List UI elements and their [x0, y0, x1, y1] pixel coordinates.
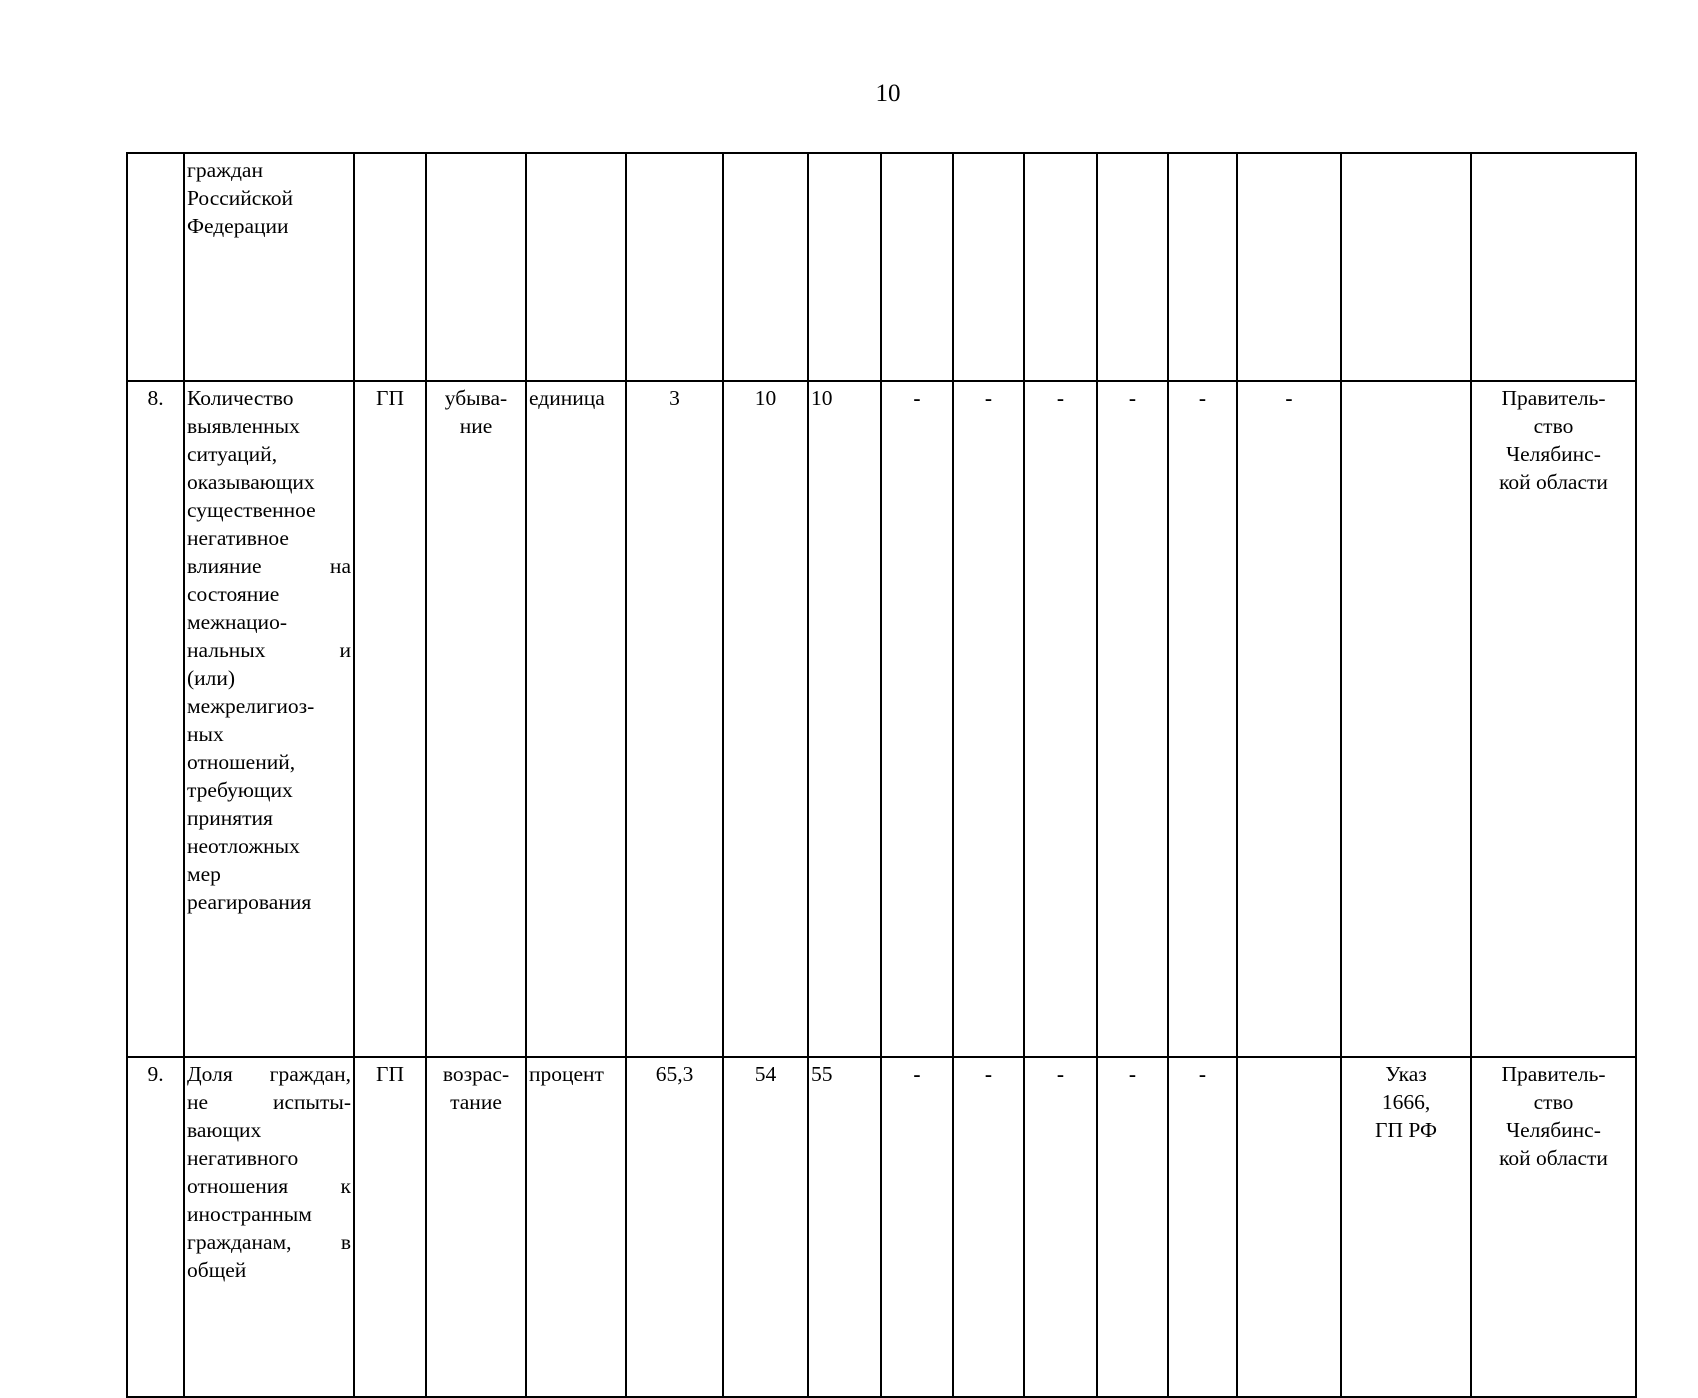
indicator-name-line: принятия	[187, 806, 273, 830]
indicator-name-line: граждан	[187, 158, 263, 182]
cell-level	[354, 153, 426, 381]
year-value: -	[1128, 386, 1137, 410]
cell-source	[1341, 1057, 1471, 1397]
value-1: 10	[754, 386, 777, 410]
indicators-table	[126, 152, 1637, 1398]
cell-unit	[526, 381, 626, 1057]
cell-year-value	[881, 381, 953, 1057]
cell-indicator-name	[184, 153, 354, 381]
indicator-name-line: негативного	[187, 1146, 299, 1170]
indicator-name-line: (или)	[187, 666, 236, 690]
cell-source	[1341, 381, 1471, 1057]
indicator-name-line: отношения к	[187, 1174, 351, 1198]
indicator-name-line: влияние на	[187, 554, 351, 578]
source-line: Указ	[1385, 1062, 1427, 1086]
cell-base-value	[626, 1057, 723, 1397]
indicator-name-line: Федерации	[187, 214, 289, 238]
cell-responsible	[1471, 1057, 1636, 1397]
table-row	[127, 153, 1636, 381]
cell-year-value	[1237, 1057, 1341, 1397]
responsible-line: Челябинс-	[1506, 1118, 1601, 1142]
cell-source	[1341, 153, 1471, 381]
indicator-name-line: мер	[187, 862, 221, 886]
year-value: -	[1198, 1062, 1207, 1086]
cell-year-value	[1097, 1057, 1168, 1397]
value-2: 10	[811, 386, 833, 410]
cell-responsible	[1471, 153, 1636, 381]
cell-indicator-name	[184, 1057, 354, 1397]
cell-year-value	[953, 1057, 1024, 1397]
indicator-name-line: оказывающих	[187, 470, 315, 494]
cell-trend	[426, 381, 526, 1057]
unit-of-measure: процент	[529, 1062, 604, 1086]
value-2: 55	[811, 1062, 833, 1086]
trend-line: тание	[450, 1090, 502, 1114]
base-value: 3	[669, 386, 680, 410]
indicator-level: ГП	[376, 1062, 404, 1086]
year-value: -	[1056, 386, 1065, 410]
responsible-line: кой области	[1499, 1146, 1608, 1170]
cell-level	[354, 1057, 426, 1397]
cell-number	[127, 1057, 184, 1397]
table-row	[127, 1057, 1636, 1397]
cell-trend	[426, 1057, 526, 1397]
cell-year-value	[1168, 381, 1237, 1057]
cell-year-value	[1097, 381, 1168, 1057]
responsible-line: кой области	[1499, 470, 1608, 494]
indicator-name-line: общей	[187, 1258, 247, 1282]
indicator-name-line: существенное	[187, 498, 316, 522]
cell-year-value	[1024, 153, 1097, 381]
row-number: 9.	[147, 1062, 164, 1086]
cell-responsible	[1471, 381, 1636, 1057]
cell-value-2	[808, 153, 881, 381]
indicator-name-line: ситуаций,	[187, 442, 278, 466]
cell-level	[354, 381, 426, 1057]
source-line: ГП РФ	[1375, 1118, 1437, 1142]
cell-year-value	[1237, 153, 1341, 381]
year-value: -	[1198, 386, 1207, 410]
row-number: 8.	[147, 386, 164, 410]
indicator-name-line: требующих	[187, 778, 293, 802]
indicator-name-line: выявленных	[187, 414, 300, 438]
year-value: -	[984, 1062, 993, 1086]
responsible-line: Правитель-	[1501, 1062, 1606, 1086]
cell-value-1	[723, 153, 808, 381]
page-number: 10	[875, 80, 901, 107]
cell-number	[127, 153, 184, 381]
cell-value-2	[808, 381, 881, 1057]
cell-number	[127, 381, 184, 1057]
indicator-name-line: межрелигиоз-	[187, 694, 315, 718]
responsible-line: ство	[1533, 414, 1574, 438]
trend-line: ние	[459, 414, 493, 438]
cell-year-value	[1024, 381, 1097, 1057]
responsible-line: ство	[1533, 1090, 1574, 1114]
indicator-name-line: отношений,	[187, 750, 296, 774]
cell-year-value	[1168, 1057, 1237, 1397]
indicator-name-line: иностранным	[187, 1202, 312, 1226]
indicator-name-line: Количество	[187, 386, 294, 410]
year-value: -	[1285, 386, 1293, 410]
value-1: 54	[754, 1062, 777, 1086]
base-value: 65,3	[655, 1062, 694, 1086]
cell-value-2	[808, 1057, 881, 1397]
responsible-line: Челябинс-	[1506, 442, 1601, 466]
cell-unit	[526, 1057, 626, 1397]
indicator-level: ГП	[376, 386, 404, 410]
indicator-name-line: нальных и	[187, 638, 351, 662]
indicator-name-line: межнацио-	[187, 610, 287, 634]
cell-year-value	[1097, 153, 1168, 381]
year-value: -	[1056, 1062, 1065, 1086]
cell-year-value	[953, 153, 1024, 381]
cell-year-value	[881, 1057, 953, 1397]
cell-base-value	[626, 153, 723, 381]
indicator-name-line: Российской	[187, 186, 293, 210]
indicator-name-line: Доля граждан,	[187, 1062, 351, 1086]
table-row	[127, 381, 1636, 1057]
cell-indicator-name	[184, 381, 354, 1057]
cell-year-value	[1024, 1057, 1097, 1397]
indicator-name-line: ных	[187, 722, 224, 746]
cell-value-1	[723, 1057, 808, 1397]
cell-value-1	[723, 381, 808, 1057]
responsible-line: Правитель-	[1501, 386, 1606, 410]
source-line: 1666,	[1381, 1090, 1431, 1114]
indicator-name-line: состояние	[187, 582, 280, 606]
trend-line: убыва-	[444, 386, 508, 410]
year-value: -	[984, 386, 993, 410]
indicator-name-line: негативное	[187, 526, 289, 550]
cell-trend	[426, 153, 526, 381]
trend-line: возрас-	[442, 1062, 510, 1086]
indicator-name-line: неотложных	[187, 834, 300, 858]
indicator-name-line: не испыты-	[187, 1090, 351, 1114]
indicator-name-line: вающих	[187, 1118, 262, 1142]
indicator-name-line: гражданам, в	[187, 1230, 351, 1254]
cell-unit	[526, 153, 626, 381]
cell-year-value	[881, 153, 953, 381]
year-value: -	[913, 1062, 921, 1086]
cell-year-value	[1168, 153, 1237, 381]
unit-of-measure: единица	[529, 386, 605, 410]
indicator-name-line: реагирования	[187, 890, 312, 914]
cell-year-value	[953, 381, 1024, 1057]
cell-base-value	[626, 381, 723, 1057]
cell-year-value	[1237, 381, 1341, 1057]
year-value: -	[1128, 1062, 1137, 1086]
year-value: -	[913, 386, 921, 410]
